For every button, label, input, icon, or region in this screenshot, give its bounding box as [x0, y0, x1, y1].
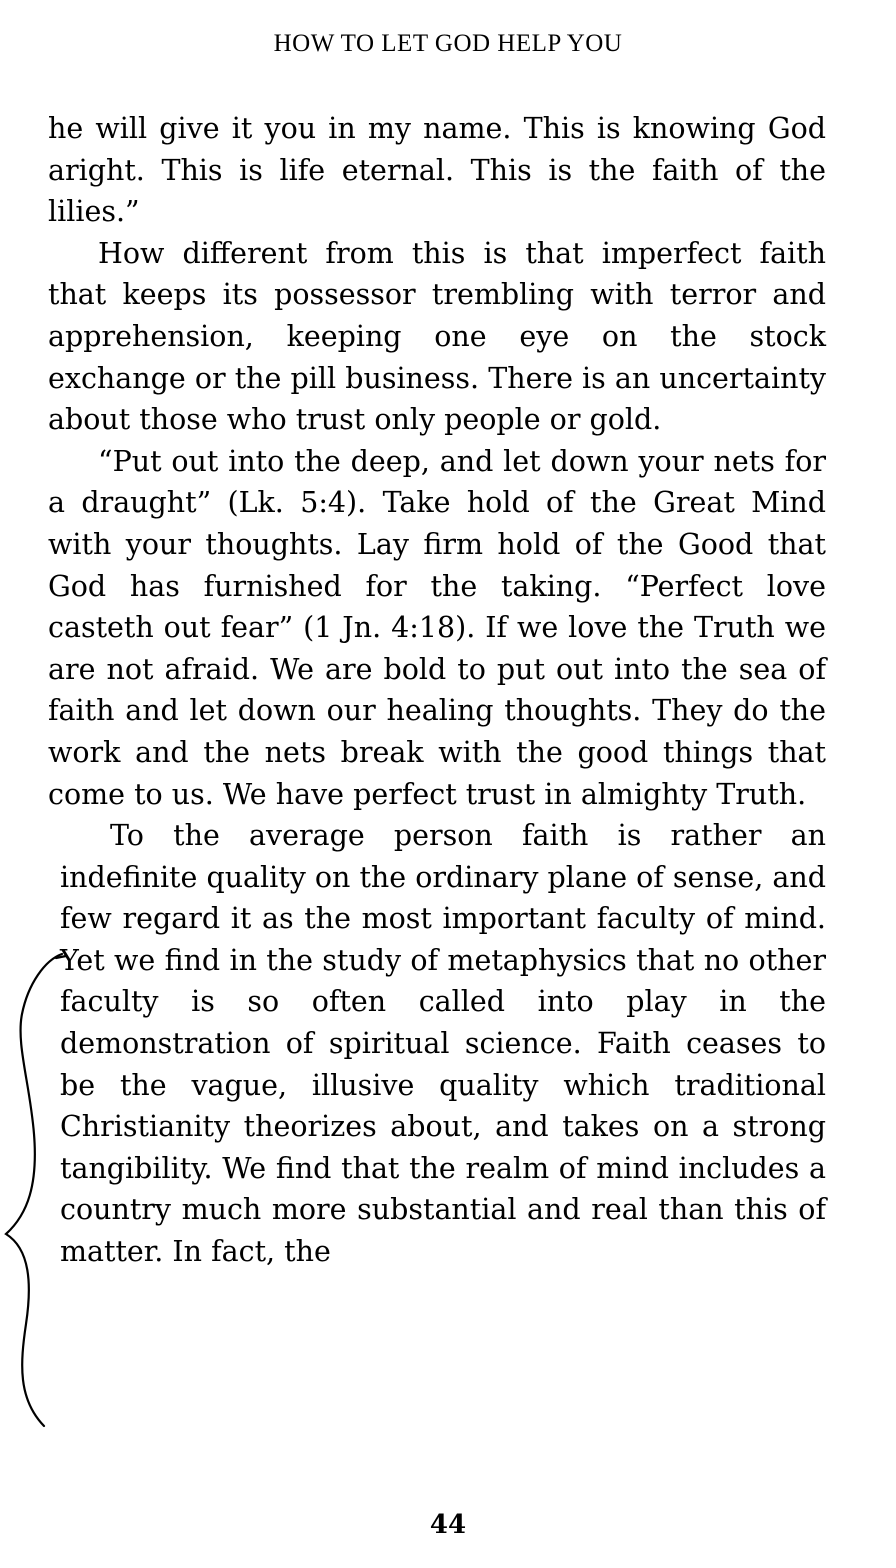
paragraph-continuation: he will give it you in my name. This is knowing God aright. This is life eternal. This is the faith of the lilies.”: [48, 112, 826, 229]
paragraph: “Put out into the deep, and let down your nets for a draught” (Lk. 5:4). Take hold of the Great Mind with your thoughts. Lay firm hold of the Good that God has furnished for the taking. “Perfect love casteth out fear” (1 Jn. 4:18). If we love the Truth we are not afraid. We are bold to put out into the sea of faith and let down our healing thoughts. They do the work and the nets break with the good things that come to us. We have perfect trust in almighty Truth.: [48, 444, 826, 811]
paragraph-marked: To the average person faith is rather an indefinite quality on the ordinary plane of sense, and few regard it as the most important faculty of mind. Yet we find in the study of metaphysics that no other faculty is so often called into play in the demonstration of spiritual science. Faith ceases to be the vague, illusive quality which traditional Christianity theorizes about, and takes on a strong tangibility. We find that the realm of mind includes a country much more substantial and real than this of matter. In fact, the: [60, 819, 826, 1269]
body-text: [48, 108, 826, 1273]
running-head: HOW TO LET GOD HELP YOU: [273, 30, 623, 57]
paragraph: How different from this is that imperfect faith that keeps its possessor trembling with terror and apprehension, keeping one eye on the stock exchange or the pill business. There is an uncertainty about those who trust only people or gold.: [48, 236, 826, 437]
page-number: 44: [429, 1510, 467, 1540]
